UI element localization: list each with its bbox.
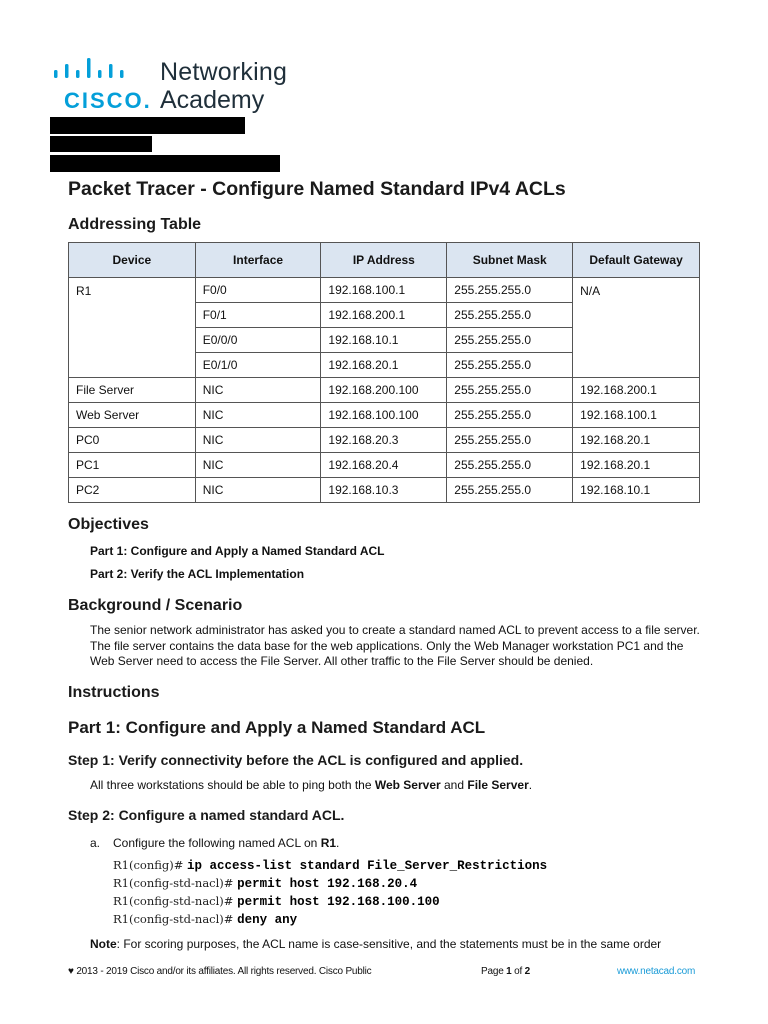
step-1-text	[90, 778, 532, 792]
table-row	[69, 278, 700, 303]
step-1-text-pre: All three workstations should be able to ping both the	[90, 778, 375, 792]
background-paragraph: The senior network administrator has asked you to create a standard named ACL to prevent access to a file server. The file server contains the data base for the web applications. Only the Web Manager workstation PC1 and the Web Server need to access the File Server. All other traffic to the File Server should be denied.	[90, 623, 700, 668]
footer-page-number	[481, 966, 530, 977]
cell-gateway: 192.168.100.1	[573, 403, 700, 428]
list-item	[113, 836, 339, 850]
cell-gateway: 192.168.200.1	[573, 378, 700, 403]
cell-interface: F0/0	[195, 278, 321, 303]
cell-device: PC0	[69, 428, 196, 453]
page-label: Page	[481, 966, 507, 977]
table-header-row	[69, 243, 700, 278]
redaction-bar-3	[50, 155, 280, 172]
cell-mask: 255.255.255.0	[447, 453, 573, 478]
cell-gateway: 192.168.10.1	[573, 478, 700, 503]
cell-interface: F0/1	[195, 303, 321, 328]
table-row	[69, 378, 700, 403]
column-header-device: Device	[69, 243, 196, 278]
column-header-default-gateway: Default Gateway	[573, 243, 700, 278]
current-page: 1	[506, 966, 512, 977]
redaction-bar-1	[50, 117, 245, 134]
code-line	[113, 876, 417, 891]
total-pages: 2	[524, 966, 530, 977]
router-r1-label: R1	[320, 836, 337, 850]
logo-academy-text: Academy	[160, 86, 265, 114]
cell-device: PC2	[69, 478, 196, 503]
netacad-link[interactable]: www.netacad.com	[617, 966, 696, 977]
cell-interface: NIC	[195, 378, 321, 403]
cisco-networking-academy-logo	[52, 58, 312, 118]
code-prompt: R1(config-std-nacl)#	[113, 894, 238, 908]
column-header-interface: Interface	[195, 243, 321, 278]
code-command: deny any	[237, 913, 298, 927]
step-1-text-post: .	[528, 778, 533, 792]
cell-ip: 192.168.200.100	[321, 378, 447, 403]
cell-device: Web Server	[69, 403, 196, 428]
logo-cisco-wordmark: CISCO.	[64, 88, 152, 113]
list-marker: a.	[90, 836, 101, 850]
step-2-heading: Step 2: Configure a named standard ACL.	[68, 807, 345, 823]
redaction-bar-2	[50, 136, 152, 152]
cell-gateway: 192.168.20.1	[573, 428, 700, 453]
addressing-table-heading: Addressing Table	[68, 216, 202, 233]
cell-gateway: N/A	[573, 278, 700, 378]
code-line	[113, 858, 547, 873]
cell-ip: 192.168.20.1	[321, 353, 447, 378]
column-header-subnet-mask: Subnet Mask	[447, 243, 573, 278]
cell-interface: NIC	[195, 403, 321, 428]
cell-gateway: 192.168.20.1	[573, 453, 700, 478]
cell-mask: 255.255.255.0	[447, 303, 573, 328]
note-paragraph	[90, 937, 661, 951]
table-row	[69, 453, 700, 478]
table-row	[69, 403, 700, 428]
objective-part-2: Part 2: Verify the ACL Implementation	[90, 567, 305, 581]
cell-interface: E0/0/0	[195, 328, 321, 353]
code-command: permit host 192.168.100.100	[237, 895, 440, 909]
note-label: Note	[90, 937, 117, 951]
column-header-ip-address: IP Address	[321, 243, 447, 278]
code-prompt: R1(config-std-nacl)#	[113, 876, 238, 890]
cell-ip: 192.168.200.1	[321, 303, 447, 328]
cell-ip: 192.168.100.100	[321, 403, 447, 428]
cell-ip: 192.168.20.3	[321, 428, 447, 453]
cell-device: PC1	[69, 453, 196, 478]
addressing-table	[68, 242, 700, 503]
cell-device: File Server	[69, 378, 196, 403]
part-1-heading: Part 1: Configure and Apply a Named Standard ACL	[68, 718, 486, 737]
cell-mask: 255.255.255.0	[447, 403, 573, 428]
cell-ip: 192.168.10.3	[321, 478, 447, 503]
cell-interface: NIC	[195, 478, 321, 503]
table-row	[69, 478, 700, 503]
web-server-label: Web Server	[374, 778, 441, 792]
cell-ip: 192.168.100.1	[321, 278, 447, 303]
footer-copyright: ♥ 2013 - 2019 Cisco and/or its affiliates. All rights reserved. Cisco Public	[68, 966, 372, 977]
cisco-bars-icon	[52, 58, 152, 88]
code-command: permit host 192.168.20.4	[237, 877, 418, 891]
objective-part-1: Part 1: Configure and Apply a Named Standard ACL	[90, 544, 385, 558]
background-heading: Background / Scenario	[68, 597, 243, 614]
table-row	[69, 428, 700, 453]
code-line	[113, 894, 440, 909]
list-item-pre: Configure the following named ACL on	[113, 836, 321, 850]
cell-interface: NIC	[195, 453, 321, 478]
page-of-label: of	[511, 966, 525, 977]
code-prompt: R1(config)#	[113, 858, 188, 872]
cell-mask: 255.255.255.0	[447, 378, 573, 403]
cell-mask: 255.255.255.0	[447, 328, 573, 353]
cell-interface: E0/1/0	[195, 353, 321, 378]
cell-ip: 192.168.20.4	[321, 453, 447, 478]
file-server-label: File Server	[467, 778, 529, 792]
cell-interface: NIC	[195, 428, 321, 453]
code-prompt: R1(config-std-nacl)#	[113, 912, 238, 926]
logo-networking-text: Networking	[160, 58, 288, 86]
instructions-heading: Instructions	[68, 684, 160, 701]
cell-mask: 255.255.255.0	[447, 428, 573, 453]
step-1-heading: Step 1: Verify connectivity before the ACL is configured and applied.	[68, 752, 524, 768]
cell-ip: 192.168.10.1	[321, 328, 447, 353]
code-line	[113, 912, 297, 927]
objectives-heading: Objectives	[68, 516, 149, 533]
cell-mask: 255.255.255.0	[447, 353, 573, 378]
note-text: : For scoring purposes, the ACL name is case-sensitive, and the statements must be in the same order	[116, 937, 662, 951]
cell-device: R1	[69, 278, 196, 378]
code-command: ip access-list standard File_Server_Restrictions	[187, 859, 548, 873]
cell-mask: 255.255.255.0	[447, 478, 573, 503]
list-item-post: .	[336, 836, 340, 850]
step-1-text-mid: and	[440, 778, 468, 792]
cell-mask: 255.255.255.0	[447, 278, 573, 303]
document-title: Packet Tracer - Configure Named Standard IPv4 ACLs	[68, 178, 566, 200]
